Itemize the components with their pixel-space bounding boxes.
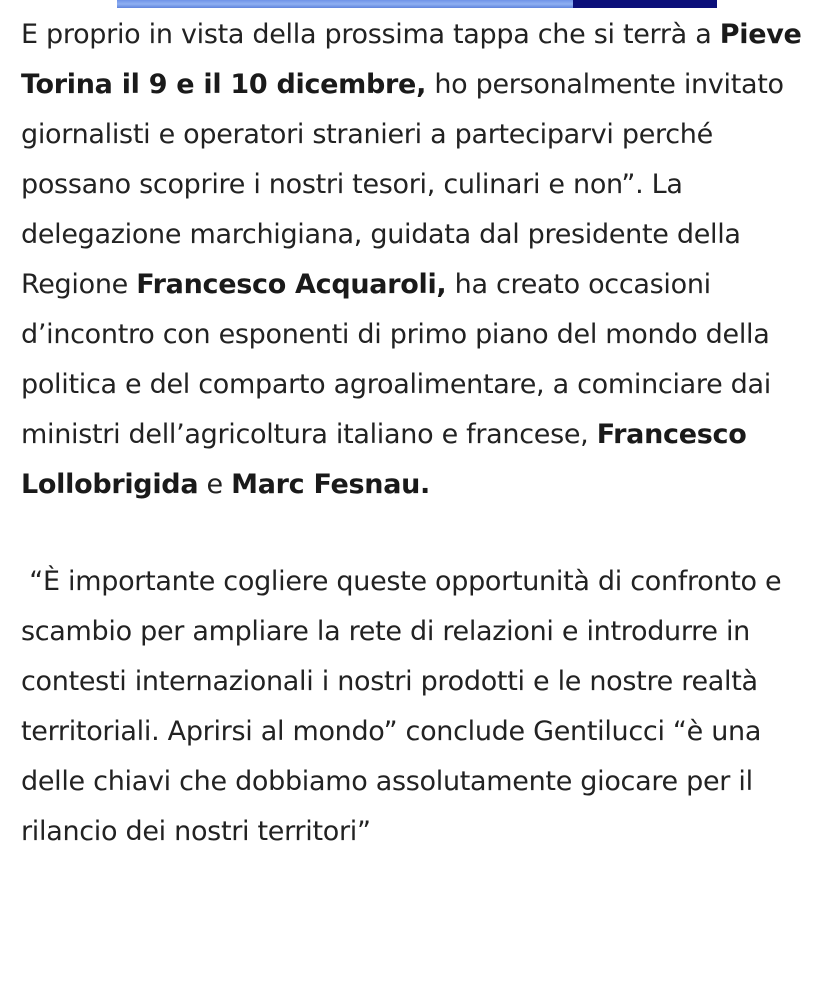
article-paragraph <box>21 10 816 510</box>
article-body <box>21 10 816 857</box>
paragraph-text: E proprio in vista della prossima tappa che si terrà a <box>21 19 720 50</box>
paragraph-text: e <box>198 469 232 500</box>
bold-text-location-date: Pieve Torina il 9 e il 10 dicembre, <box>21 19 802 100</box>
paragraph-text: ho personalmente invitato giornalisti e operatori stranieri a parteciparvi perché possano scoprire i nostri tesori, culinari e non”. La delegazione marchigiana, guidata dal presidente della Regione <box>21 69 784 300</box>
bold-text-president-name: Francesco Acquaroli, <box>136 269 447 300</box>
reading-progress-fill <box>117 0 573 8</box>
paragraph-text: ha creato occasioni d’incontro con esponenti di primo piano del mondo della politica e del comparto agroalimentare, a cominciare dai ministri dell’agricoltura italiano e francese, <box>21 269 771 450</box>
bold-text-minister-name: Marc Fesnau. <box>231 469 431 500</box>
article-paragraph-quote: “È importante cogliere queste opportunità di confronto e scambio per ampliare la rete di relazioni e introdurre in contesti internazionali i nostri prodotti e le nostre realtà territoriali. Aprirsi al mondo” conclude Gentilucci “è una delle chiavi che dobbiamo assolutamente giocare per il rilancio dei nostri territori” <box>21 566 790 847</box>
bold-text-minister-name: Francesco Lollobrigida <box>21 419 747 500</box>
reading-progress-bar <box>117 0 717 8</box>
